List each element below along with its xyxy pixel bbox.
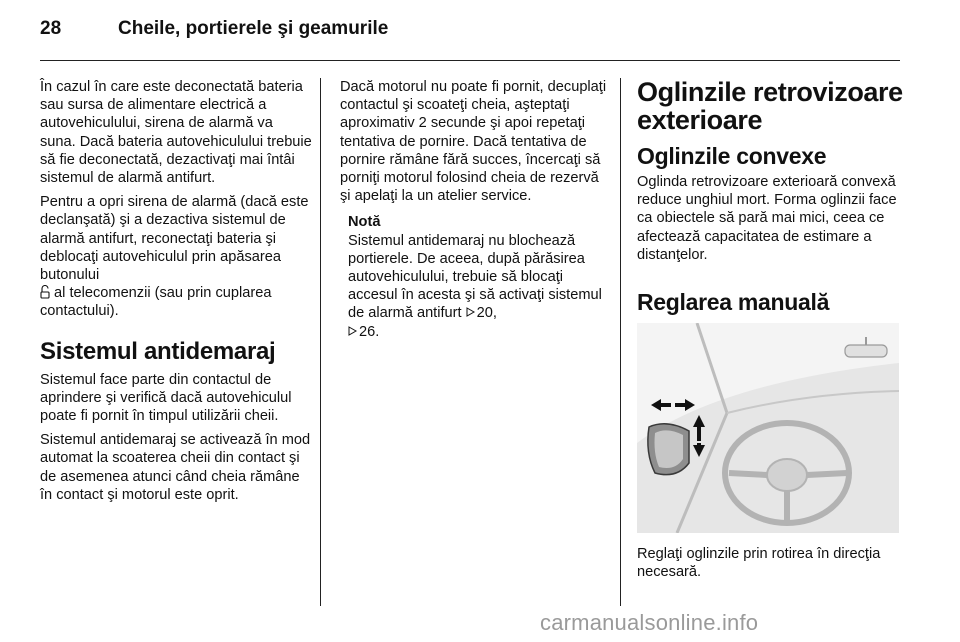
unlock-key-icon	[40, 285, 50, 299]
chapter-title: Oglinzile retrovizoare exterioare	[637, 77, 903, 135]
column-2	[340, 78, 608, 341]
figure-caption: Reglaţi oglinzile prin rotirea în direcţia necesară.	[637, 546, 881, 581]
page-number: 28	[40, 18, 62, 39]
column-divider-2	[620, 78, 621, 606]
subsection-title-convex: Oglinzile convexe	[637, 143, 827, 169]
note-box	[348, 213, 608, 340]
mirror-adjustment-illustration	[637, 323, 899, 533]
page-title: Cheile, portierele şi geamurile	[118, 18, 389, 39]
paragraph-stop-siren	[40, 193, 312, 320]
subsection-title-manual: Reglarea manuală	[637, 289, 830, 316]
page-reference-icon	[466, 307, 475, 317]
watermark-text: carmanualsonline.info	[540, 610, 759, 635]
note-text: Sistemul antidemaraj nu blochează portierele. De aceea, după părăsirea autovehiculului, trebuie să blocaţi accesul în acesta şi să activaţi sistemul de alarmă antifurt	[348, 232, 602, 322]
note-title: Notă	[348, 214, 381, 231]
paragraph-stop-siren-text: Pentru a opri sirena de alarmă (dacă este declanşată) şi a dezactiva sistemul de alarmă antifurt, reconectaţi bateria şi deblocaţi autovehiculul prin apăsarea butonului	[40, 194, 309, 284]
section-title-immobiliser: Sistemul antidemaraj	[40, 337, 276, 365]
paragraph-immobiliser-activation: Sistemul antidemaraj se activează în mod automat la scoaterea cheii din contact şi de asemenea atunci când cheia rămâne în contact şi motorul este oprit.	[40, 432, 311, 503]
paragraph-engine-not-start: Dacă motorul nu poate fi pornit, decuplaţi contactul şi scoateţi cheia, aşteptaţi aproximativ 2 secunde şi apoi repetaţi tentativa de pornire. Dacă tentativa de pornire rămâne fără succes, încercaţi să porniţi motorul folosind cheia de rezervă şi apelaţi la un atelier service.	[340, 79, 607, 205]
header-rule	[40, 60, 900, 61]
column-3	[637, 78, 905, 587]
page-reference-icon	[348, 326, 357, 336]
paragraph-stop-siren-end: al telecomenzii (sau prin cuplarea contactului).	[40, 285, 272, 320]
figure-mirror-adjustment	[637, 323, 899, 533]
page-reference-2: 26.	[359, 323, 380, 340]
interior-mirror-shape	[845, 345, 887, 357]
column-divider-1	[320, 78, 321, 606]
page-reference-1: 20,	[476, 305, 497, 322]
paragraph-convex-mirrors: Oglinda retrovizoare exterioară convexă reduce unghiul mort. Forma oglinzii face ca obiectele să pară mai mici, ceea ce afectează capacitatea de estimare a distanţelor.	[637, 174, 897, 263]
paragraph-battery: În cazul în care este deconectată bateria sau sursa de alimentare electrică a autovehiculului, sirena de alarmă va suna. Dacă bateria autovehiculului trebuie să fie deconectată, dezactivaţi mai întâi sistemul de alarmă antifurt.	[40, 79, 312, 187]
column-1	[40, 78, 312, 510]
paragraph-immobiliser-intro: Sistemul face parte din contactul de aprindere şi verifică dacă autovehiculul poate fi pornit în timpul utilizării cheii.	[40, 371, 292, 425]
